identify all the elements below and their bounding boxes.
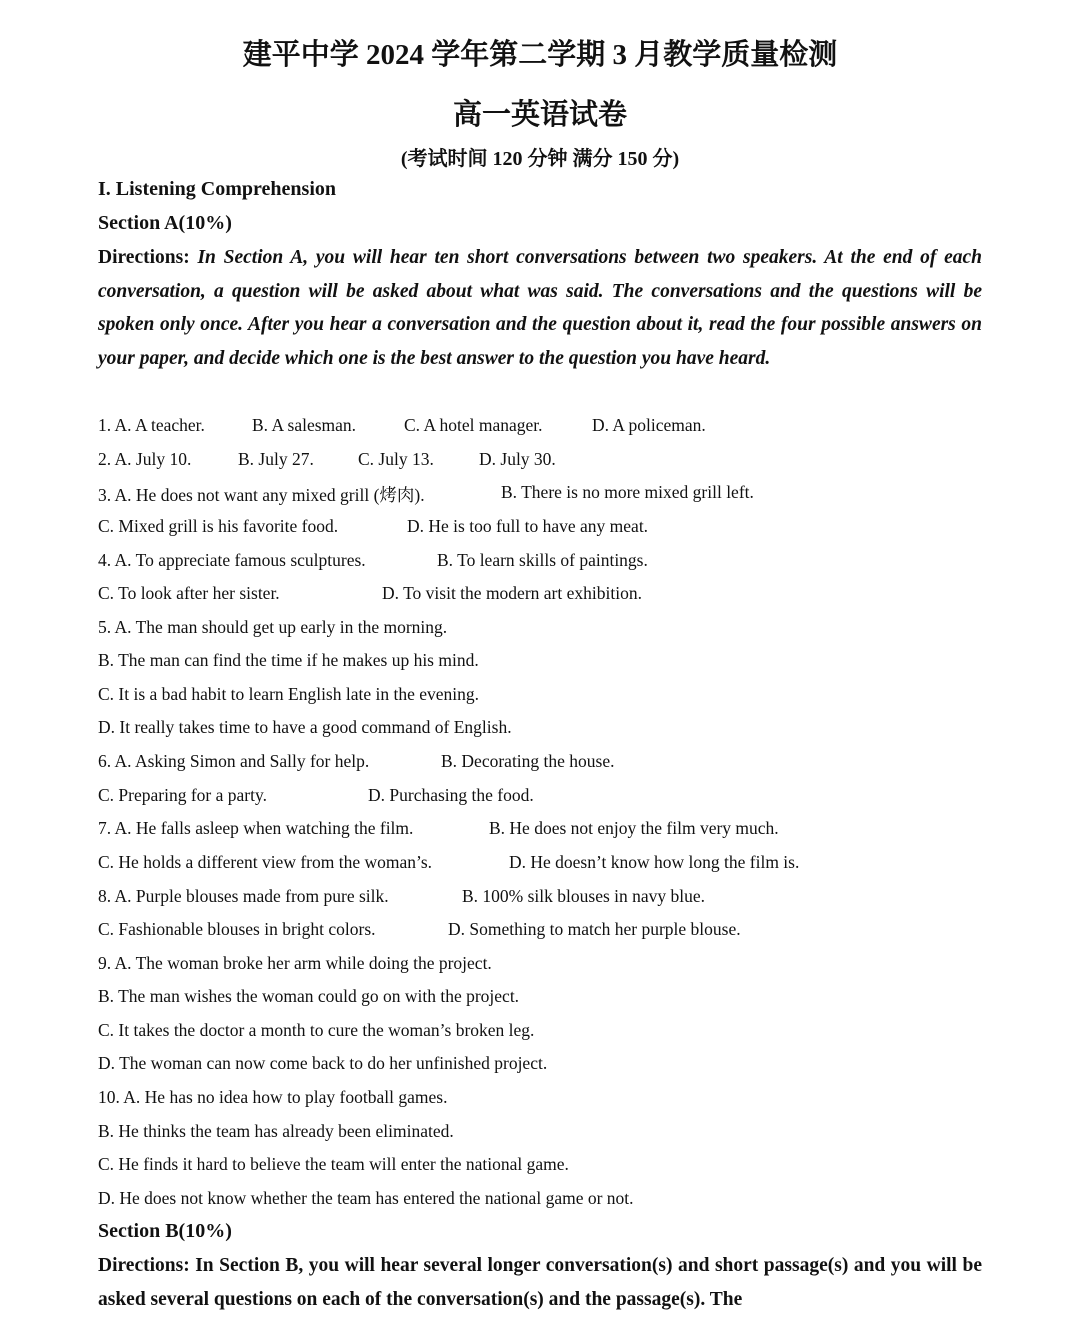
q6-option-b: B. Decorating the house. (441, 751, 615, 771)
q5-option-b: B. The man can find the time if he makes up his mind. (98, 650, 479, 670)
directions-label: Directions: (98, 247, 190, 268)
directions-text: In Section A, you will hear ten short conversations between two speakers. At the end of each conversation, a question will be asked about what was said. The conversations and the questions will be spoken only once. After you hear a conversation and the question about it, read the four possible answers on your paper, and decide which one is the best answer to the question you have heard. (98, 247, 983, 369)
q4-option-a: 4. A. To appreciate famous sculptures. (98, 550, 366, 570)
q2-option-c: C. July 13. (358, 449, 434, 469)
q4-option-b: B. To learn skills of paintings. (437, 550, 648, 570)
q8-option-b: B. 100% silk blouses in navy blue. (462, 886, 706, 906)
q7-option-b: B. He does not enjoy the film very much. (489, 818, 779, 838)
q3-option-c: C. Mixed grill is his favorite food. (98, 516, 339, 536)
exam-info: (考试时间 120 分钟 满分 150 分) (400, 148, 680, 170)
q9-option-d: D. The woman can now come back to do her unfinished project. (98, 1053, 548, 1073)
q1-option-b: B. A salesman. (252, 415, 357, 435)
q1-option-c: C. A hotel manager. (404, 415, 543, 435)
q10-option-b: B. He thinks the team has already been eliminated. (98, 1121, 454, 1141)
q7-option-c: C. He holds a different view from the woman’s. (98, 852, 433, 872)
q9-option-c: C. It takes the doctor a month to cure the woman’s broken leg. (98, 1020, 535, 1040)
q4-option-c: C. To look after her sister. (98, 583, 280, 603)
q8-option-c: C. Fashionable blouses in bright colors. (98, 919, 376, 939)
q2-option-d: D. July 30. (479, 449, 556, 469)
section-a-heading: Section A(10%) (98, 212, 232, 234)
q3-option-b: B. There is no more mixed grill left. (501, 482, 754, 502)
q1-option-d: D. A policeman. (592, 415, 706, 435)
section-b-heading: Section B(10%) (98, 1220, 232, 1242)
q8-option-a: 8. A. Purple blouses made from pure silk. (98, 886, 389, 906)
q9-option-a: 9. A. The woman broke her arm while doing the project. (98, 953, 492, 973)
q10-option-c: C. He finds it hard to believe the team will enter the national game. (98, 1154, 569, 1174)
q2-option-a: 2. A. July 10. (98, 449, 192, 469)
exam-title: 建平中学 2024 学年第二学期 3 月教学质量检测 (242, 39, 838, 71)
q8-option-d: D. Something to match her purple blouse. (448, 919, 741, 939)
section-b-directions: Directions: In Section B, you will hear several longer conversation(s) and short passage(s) and you will be asked several questions on each of the conversation(s) and the passage(s). The (98, 1255, 982, 1310)
q1-option-a: 1. A. A teacher. (98, 415, 205, 435)
q6-option-c: C. Preparing for a party. (98, 785, 267, 805)
q6-option-a: 6. A. Asking Simon and Sally for help. (98, 751, 370, 771)
q5-option-d: D. It really takes time to have a good command of English. (98, 717, 512, 737)
q3-option-d: D. He is too full to have any meat. (407, 516, 649, 536)
q3-option-a: 3. A. He does not want any mixed grill (烤肉). (98, 485, 425, 505)
section-a-directions (98, 241, 982, 375)
q5-option-c: C. It is a bad habit to learn English late in the evening. (98, 684, 480, 704)
q5-option-a: 5. A. The man should get up early in the morning. (98, 617, 448, 637)
q4-option-d: D. To visit the modern art exhibition. (382, 583, 642, 603)
exam-subtitle: 高一英语试卷 (452, 99, 627, 131)
q7-option-a: 7. A. He falls asleep when watching the film. (98, 818, 414, 838)
q7-option-d: D. He doesn’t know how long the film is. (509, 852, 800, 872)
q9-option-b: B. The man wishes the woman could go on with the project. (98, 986, 520, 1006)
q2-option-b: B. July 27. (238, 449, 314, 469)
q10-option-d: D. He does not know whether the team has entered the national game or not. (98, 1188, 634, 1208)
q10-option-a: 10. A. He has no idea how to play football games. (98, 1087, 448, 1107)
part-heading: I. Listening Comprehension (98, 178, 337, 200)
q6-option-d: D. Purchasing the food. (368, 785, 534, 805)
